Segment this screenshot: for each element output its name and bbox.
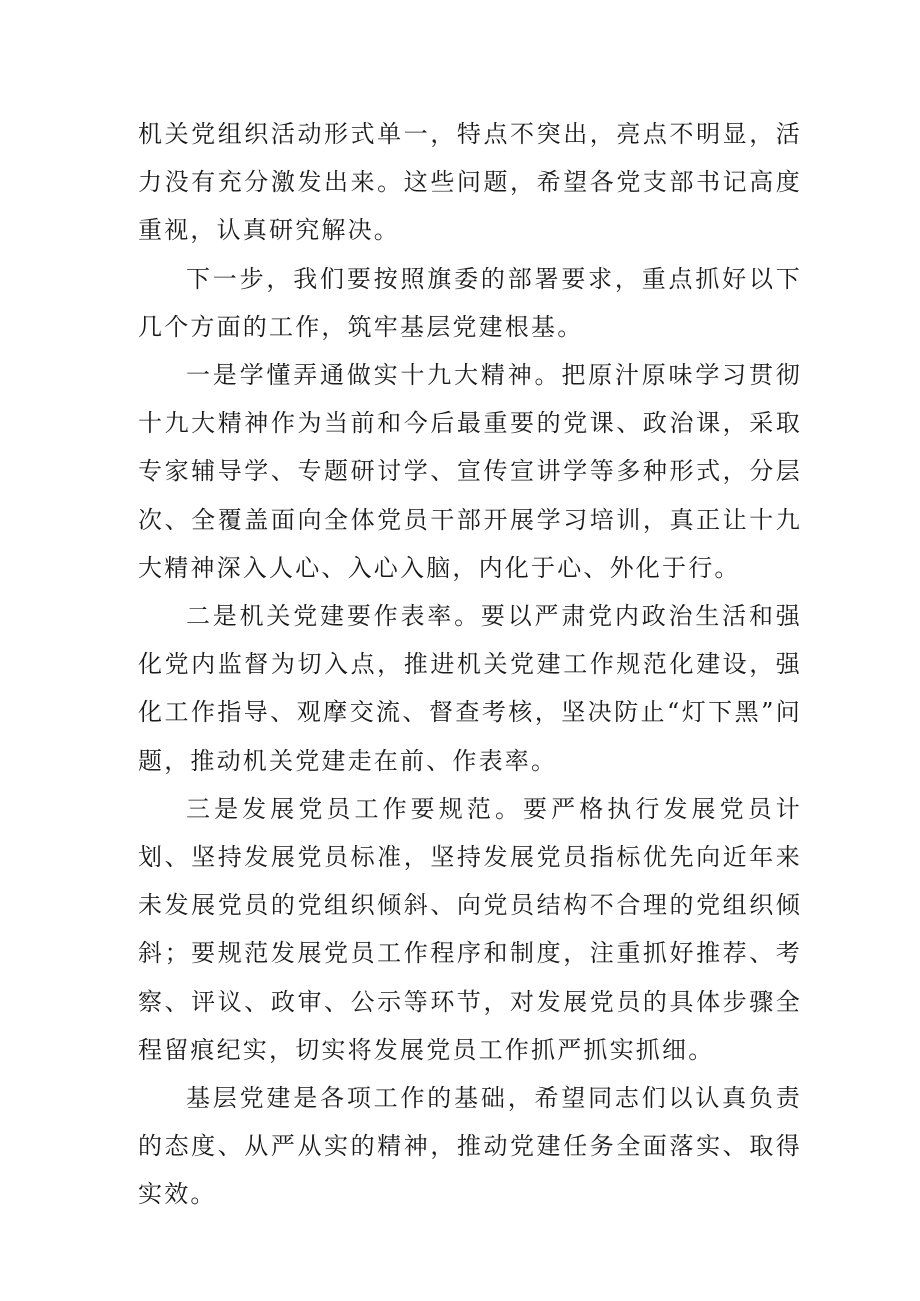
paragraph-next-steps: 下一步，我们要按照旗委的部署要求，重点抓好以下几个方面的工作，筑牢基层党建根基。: [138, 264, 802, 341]
paragraph-point-one: 一是学懂弄通做实十九大精神。把原汁原味学习贯彻十九大精神作为当前和今后最重要的党课、政治课，采取专家辅导学、专题研讨学、宣传宣讲学等多种形式，分层次、全覆盖面向全体党员干部开展学习培训，真正让十九大精神深入人心、入心入脑，内化于心、外化于行。: [138, 361, 802, 582]
paragraph-point-two: 二是机关党建要作表率。要以严肃党内政治生活和强化党内监督为切入点，推进机关党建工作规范化建设，强化工作指导、观摩交流、督查考核，坚决防止“灯下黑”问题，推动机关党建走在前、作表率。: [138, 602, 802, 775]
paragraph-conclusion: 基层党建是各项工作的基础，希望同志们以认真负责的态度、从严从实的精神，推动党建任务全面落实、取得实效。: [138, 1084, 802, 1209]
paragraph-problems-summary: 机关党组织活动形式单一，特点不突出，亮点不明显，活力没有充分激发出来。这些问题，希望各党支部书记高度重视，认真研究解决。: [138, 120, 802, 245]
paragraph-point-three: 三是发展党员工作要规范。要严格执行发展党员计划、坚持发展党员标准，坚持发展党员指标优先向近年来未发展党员的党组织倾斜、向党员结构不合理的党组织倾斜；要规范发展党员工作程序和制度，注重抓好推荐、考察、评议、政审、公示等环节，对发展党员的具体步骤全程留痕纪实，切实将发展党员工作抓严抓实抓细。: [138, 794, 802, 1064]
document-body: [138, 110, 802, 1219]
